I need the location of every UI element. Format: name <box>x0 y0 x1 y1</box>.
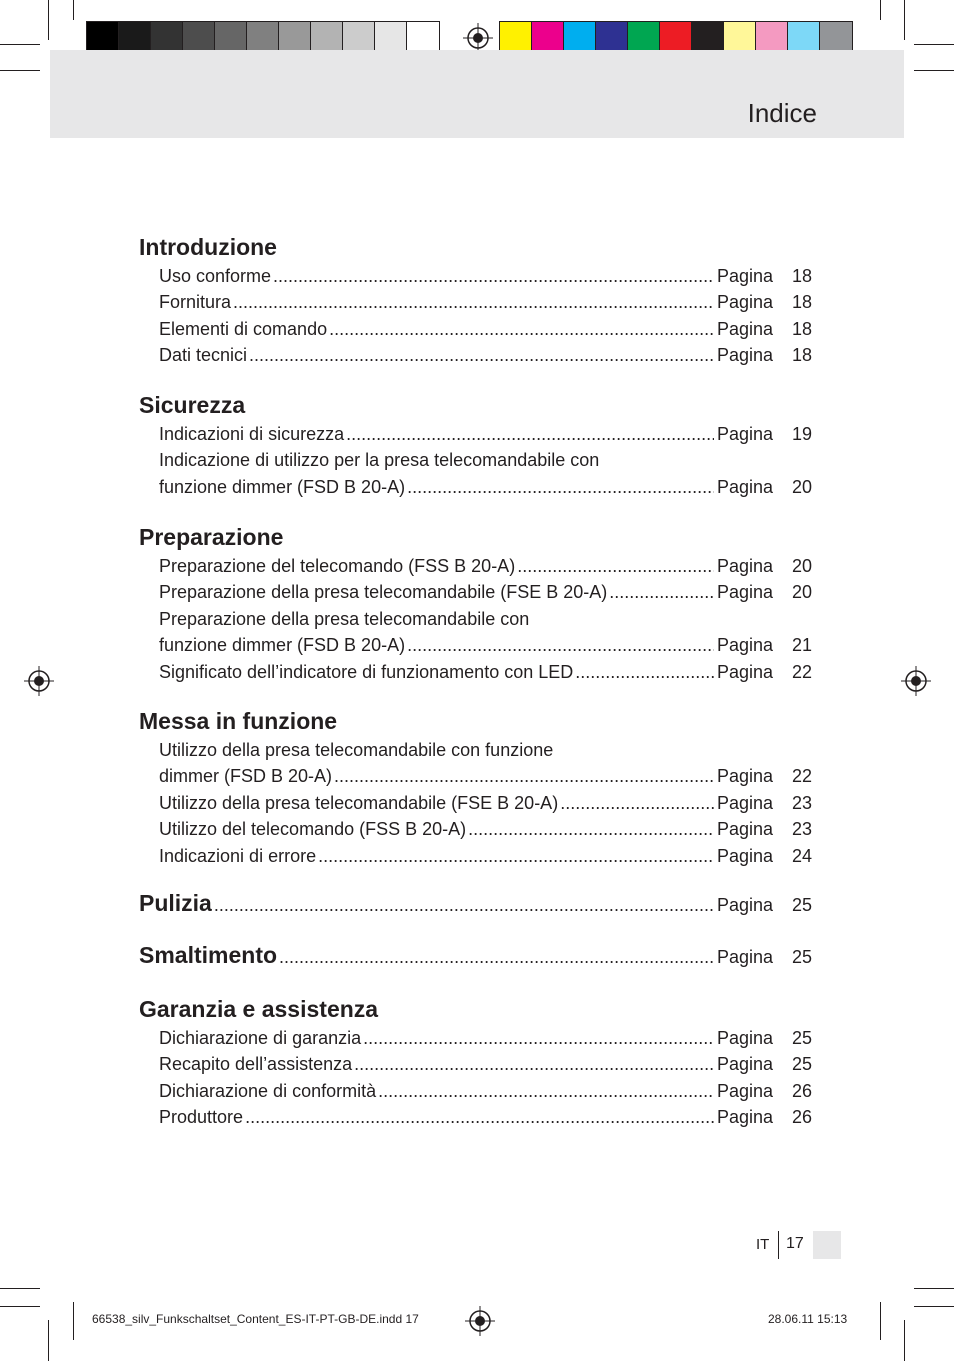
crop-mark <box>73 0 74 20</box>
entry-label: Preparazione del telecomando (FSS B 20-A) <box>159 556 516 576</box>
page-number: 24 <box>791 845 812 866</box>
crop-mark <box>73 1302 74 1340</box>
toc-entry <box>159 632 812 658</box>
page-number: 22 <box>791 766 812 787</box>
toc-section-introduzione <box>139 232 812 390</box>
page-word: Pagina <box>717 1080 774 1101</box>
page-word: Pagina <box>717 292 774 313</box>
entry-list <box>139 421 812 500</box>
leader-dots <box>354 1051 714 1077</box>
toc-entry <box>159 1104 812 1130</box>
page-number: 18 <box>791 266 812 286</box>
leader-dots <box>609 579 714 605</box>
slug-filename: 66538_silv_Funkschaltset_Content_ES-IT-PT-GB-DE.indd 17 <box>92 1312 419 1326</box>
page-number: 20 <box>791 582 812 603</box>
entry-first-line: Preparazione della presa telecomandabile con <box>159 608 530 629</box>
toc-entry <box>159 579 812 605</box>
page-word: Pagina <box>717 318 774 339</box>
entry-list <box>139 1025 812 1131</box>
crop-mark <box>904 0 905 40</box>
crop-mark <box>914 1306 954 1307</box>
section-title: Pulizia <box>139 890 212 916</box>
crop-mark <box>0 1306 40 1307</box>
page-number: 20 <box>791 556 812 576</box>
registration-mark-icon <box>465 1306 495 1336</box>
page-number: 25 <box>791 1028 812 1048</box>
toc-entry <box>159 553 812 579</box>
registration-mark-icon <box>463 23 493 53</box>
page-number: 20 <box>791 476 812 497</box>
toc-entry <box>159 1025 812 1051</box>
page-number: 19 <box>791 424 812 444</box>
page-number: 18 <box>791 318 812 339</box>
page-title: Indice <box>747 98 817 128</box>
leader-dots <box>233 289 714 315</box>
entry-label: Significato dell’indicatore di funzionamento con LED <box>159 661 574 682</box>
footer-tab <box>813 1231 841 1259</box>
leader-dots <box>273 263 714 289</box>
entry-label: dimmer (FSD B 20-A) <box>159 766 333 787</box>
toc-entry <box>159 316 812 342</box>
crop-mark <box>914 44 954 45</box>
registration-mark-icon <box>901 666 931 696</box>
page-word: Pagina <box>717 1054 774 1075</box>
footer-divider <box>778 1231 779 1259</box>
page-word: Pagina <box>717 819 774 840</box>
toc-section-messa-in-funzione <box>139 706 812 890</box>
leader-dots <box>363 1025 714 1051</box>
page-word: Pagina <box>717 947 774 967</box>
entry-label: Dati tecnici <box>159 345 248 366</box>
entry-label: Uso conforme <box>159 266 272 286</box>
crop-mark <box>914 1288 954 1289</box>
entry-label: Utilizzo del telecomando (FSS B 20-A) <box>159 819 467 840</box>
page-number: 17 <box>786 1235 804 1252</box>
page-number: 21 <box>791 635 812 656</box>
toc-entry <box>139 942 812 969</box>
page-word: Pagina <box>717 556 774 576</box>
section-title: Sicurezza <box>139 392 246 418</box>
entry-label: Elementi di comando <box>159 318 328 339</box>
entry-label: funzione dimmer (FSD B 20-A) <box>159 476 406 497</box>
toc-section-sicurezza <box>139 390 812 522</box>
page-number: 25 <box>791 947 812 967</box>
leader-dots <box>407 474 714 500</box>
page-number: 26 <box>791 1080 812 1101</box>
section-title: Smaltimento <box>139 942 278 968</box>
crop-mark <box>0 70 40 71</box>
crop-mark <box>880 0 881 20</box>
page-word: Pagina <box>717 766 774 787</box>
toc-section-garanzia <box>139 994 812 1131</box>
crop-mark <box>48 0 49 40</box>
leader-dots <box>517 553 714 579</box>
leader-dots <box>468 816 714 842</box>
table-of-contents <box>139 232 812 1131</box>
leader-dots <box>245 1104 714 1130</box>
page-word: Pagina <box>717 845 774 866</box>
leader-dots <box>560 790 714 816</box>
section-title: Preparazione <box>139 524 284 550</box>
page-number: 22 <box>791 661 812 682</box>
toc-entry <box>159 659 812 685</box>
entry-label: Produttore <box>159 1107 244 1128</box>
entry-label: Utilizzo della presa telecomandabile (FSE B 20-A) <box>159 792 559 813</box>
page-word: Pagina <box>717 424 774 444</box>
registration-mark-icon <box>24 666 54 696</box>
toc-entry <box>159 763 812 789</box>
entry-label: Recapito dell’assistenza <box>159 1054 353 1075</box>
entry-label: Dichiarazione di conformità <box>159 1080 377 1101</box>
leader-dots <box>329 316 714 342</box>
crop-mark <box>904 1320 905 1361</box>
page-number: 23 <box>791 819 812 840</box>
page-word: Pagina <box>717 661 774 682</box>
leader-dots <box>346 421 714 447</box>
toc-entry <box>159 342 812 368</box>
entry-label: Fornitura <box>159 292 232 313</box>
page-word: Pagina <box>717 1107 774 1128</box>
leader-dots <box>378 1078 714 1104</box>
toc-entry <box>159 790 812 816</box>
toc-entry <box>159 816 812 842</box>
crop-mark <box>0 1288 40 1289</box>
toc-entry <box>159 263 812 289</box>
page-number: 18 <box>791 345 812 366</box>
toc-entry <box>159 1078 812 1104</box>
section-title: Introduzione <box>139 234 277 260</box>
page-word: Pagina <box>717 476 774 497</box>
crop-mark <box>880 1302 881 1340</box>
toc-section-pulizia <box>139 890 812 942</box>
entry-label: Preparazione della presa telecomandabile (FSE B 20-A) <box>159 582 608 603</box>
entry-first-line: Utilizzo della presa telecomandabile con funzione <box>159 740 554 760</box>
toc-section-smaltimento <box>139 942 812 994</box>
leader-dots <box>279 947 714 968</box>
page-word: Pagina <box>717 635 774 656</box>
slug-date: 28.06.11 15:13 <box>768 1312 848 1326</box>
page-word: Pagina <box>717 345 774 366</box>
leader-dots <box>334 763 714 789</box>
entry-label: funzione dimmer (FSD B 20-A) <box>159 635 406 656</box>
page-number: 26 <box>791 1107 812 1128</box>
entry-label: Indicazioni di errore <box>159 845 317 866</box>
page-number: 18 <box>791 292 812 313</box>
toc-entry <box>159 1051 812 1077</box>
toc-entry <box>159 474 812 500</box>
entry-label: Dichiarazione di garanzia <box>159 1028 362 1048</box>
leader-dots <box>214 895 714 916</box>
entry-list <box>139 553 812 685</box>
crop-mark <box>914 70 954 71</box>
page-word: Pagina <box>717 895 774 915</box>
toc-entry <box>139 890 812 917</box>
page-word: Pagina <box>717 266 774 286</box>
toc-entry <box>159 843 812 869</box>
crop-mark <box>48 1320 49 1361</box>
leader-dots <box>575 659 714 685</box>
crop-mark <box>0 44 40 45</box>
page-word: Pagina <box>717 1028 774 1048</box>
leader-dots <box>318 843 714 869</box>
language-code: IT <box>756 1236 770 1253</box>
page-word: Pagina <box>717 582 774 603</box>
page-word: Pagina <box>717 792 774 813</box>
toc-entry <box>159 289 812 315</box>
section-title: Garanzia e assistenza <box>139 996 379 1022</box>
entry-label: Indicazioni di sicurezza <box>159 424 345 444</box>
leader-dots <box>407 632 714 658</box>
entry-list <box>139 737 812 869</box>
entry-first-line: Indicazione di utilizzo per la presa telecomandabile con <box>159 450 600 471</box>
entry-list <box>139 263 812 369</box>
page-number: 25 <box>791 1054 812 1075</box>
section-title: Messa in funzione <box>139 708 338 734</box>
page-number: 23 <box>791 792 812 813</box>
toc-entry <box>159 421 812 447</box>
page-number: 25 <box>791 895 812 915</box>
toc-section-preparazione <box>139 522 812 706</box>
leader-dots <box>249 342 714 368</box>
